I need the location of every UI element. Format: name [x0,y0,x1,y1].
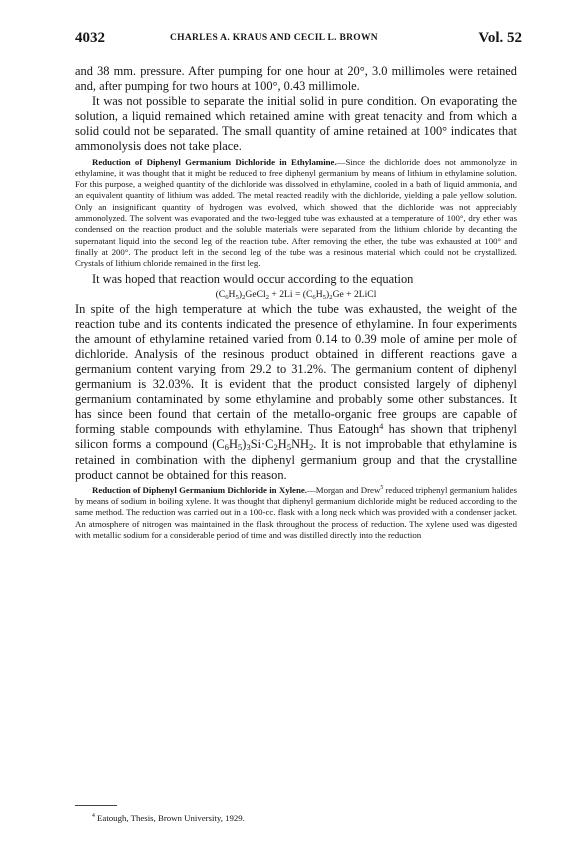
running-title: CHARLES A. KRAUS AND CECIL L. BROWN [170,33,378,43]
section-heading-ethylamine: Reduction of Diphenyl Germanium Dichloride in Ethylamine. [92,156,337,167]
section-ethylamine-reduction [75,157,517,270]
paragraph-ammonolysis: It was not possible to separate the initial solid in pure condition. On evaporating the solution, a liquid remained which retained amine with great tenacity and from which a solid could not be separated. The small quantity of amine retained at 100° indicates that ammonolysis does not take place. [75,94,517,154]
paragraph-equation-intro: It was hoped that reaction would occur according to the equation [92,271,414,286]
paragraph-continuation: and 38 mm. pressure. After pumping for one hour at 20°, 3.0 millimoles were retained and, after pumping for two hours at 100°, 0.43 millimole. [75,64,517,94]
footnote-rule [75,805,117,806]
footnote-mark: 4 [92,813,95,819]
page-number: 4032 [75,30,105,46]
footnote-text: Eatough, Thesis, Brown University, 1929. [94,813,245,823]
footnote [75,813,517,824]
paragraph-results: In spite of the high temperature at which the tube was exhausted, the weight of the reaction tube and its contents indicated the presence of ethylamine. In four experiments the amount of ethylamine retained varied from 0.14 to 0.39 mole of amine per mole of dichloride. Analysis of the resinous product obtained in different reactions gave a germanium content varying from 29.2 to 31.2%. The germanium content of diphenyl germanium is 32.03%. It is evident that the product consisted largely of diphenyl germanium contaminated by some ethylamine and probably some other substances. It has since been found that certain of the metallo-organic free groups are capable of forming stable compounds with ethylamine. Thus Eatough$^4$ has shown that triphenyl silicon forms a compound $(C_6H_5)_3Si\cdot C_2H_5NH_2$. It is not improbable that ethylamine is retained in combination with the diphenyl germanium group and that the crystalline product cannot be obtained for this reason. [75,301,517,482]
reaction-equation: $(C_6H_5)_2GeCl_2 + 2Li = (C_6H_5)_2Ge$ + 2LiCl [215,288,377,301]
page-header [75,30,522,50]
section-text-ethylamine: —Since the dichloride does not ammonolyze in ethylamine, it was thought that it might be reduced to free diphenyl germanium by means of lithium in ethylamine solution. For this purpose, a weighed quantity of the dichloride was dissolved in ethylamine, cooled in a bath of liquid ammonia, and an equivalent quantity of lithium was added. The metal reacted readily with the dichloride, yielding a pale yellow solution. Only an insignificant quantity of hydrogen was evolved, which showed that the dichloride was not appreciably ammonolyzed. The solvent was evaporated and the two-legged tube was exhausted at a temperature of 100°, dry ether was condensed on the reaction product and the soluble materials were separated from the lithium chloride by decanting the supernatant liquid into the second leg of the reaction tube. After removing the ether, the tube was exhausted at 100° and finally at 200°. The product left in the second leg of the tube was a resinous material which could not be crystallized. Crystals of lithium chloride remained in the first leg. [75,156,517,269]
volume-label: Vol. 52 [478,30,522,46]
section-xylene-reduction: Reduction of Diphenyl Germanium Dichloride in Xylene.—Morgan and Drew$^5$ reduced triphenyl germanium halides by means of sodium in boiling xylene. It was thought that diphenyl germanium dichloride might be reduced according to the same method. The reduction was carried out in a 100-cc. flask with a long neck which was provided with a condenser jacket. An atmosphere of nitrogen was maintained in the flask throughout the process of reduction. The xylene used was digested with metallic sodium for a considerable period of time and was distilled directly into the reduction [75,484,517,540]
section-heading-xylene: Reduction of Diphenyl Germanium Dichloride in Xylene. [92,484,307,495]
article-body [75,64,517,541]
footnote-ref-5[interactable]: 5 [380,484,384,491]
footnote-ref-4[interactable]: 4 [379,422,384,432]
